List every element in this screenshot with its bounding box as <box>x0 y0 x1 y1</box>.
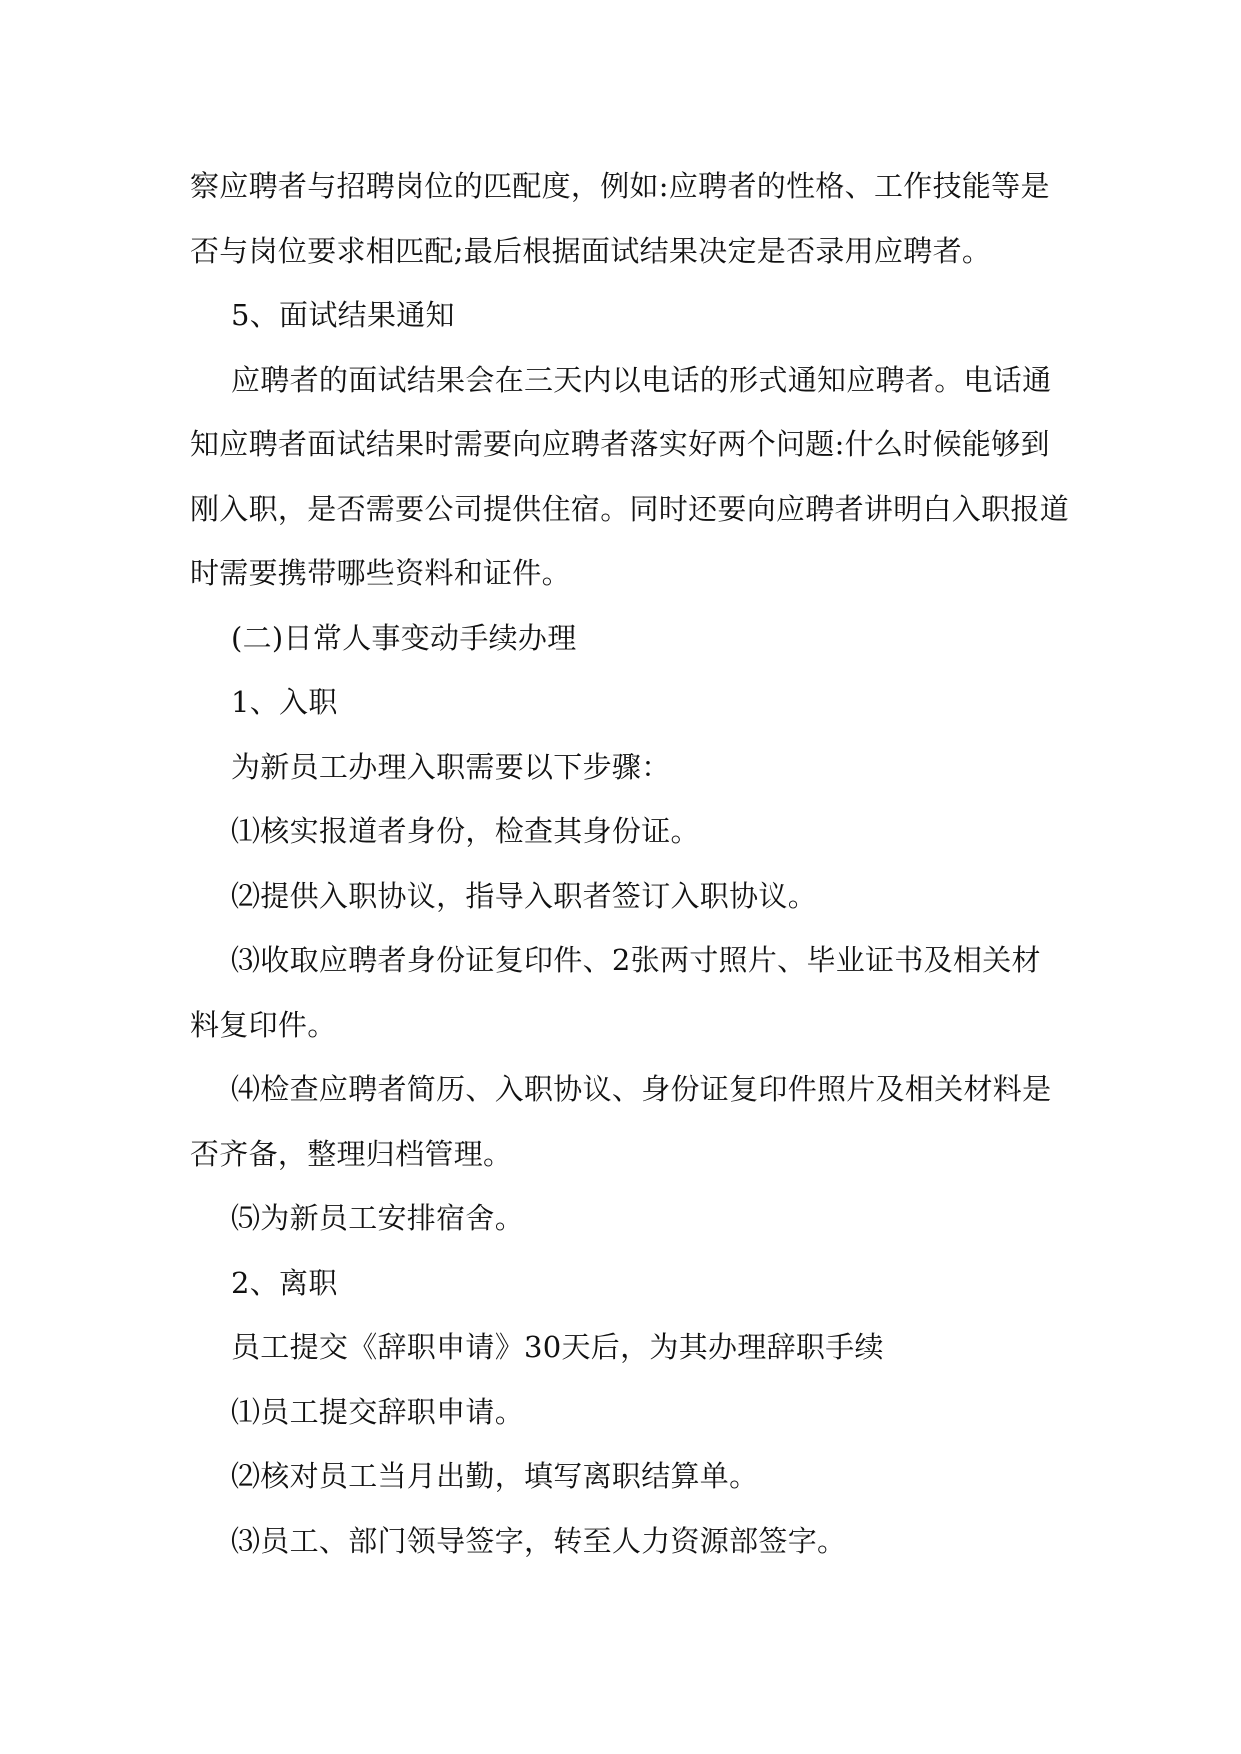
paragraph-interview-notification: 应聘者的面试结果会在三天内以电话的形式通知应聘者。电话通知应聘者面试结果时需要向应聘者落实好两个问题:什么时候能够到刚入职，是否需要公司提供住宿。同时还要向应聘者讲明白入职报道时需要携带哪些资料和证件。 <box>190 362 1070 590</box>
section-heading-interview-result: 5、面试结果通知 <box>231 298 455 332</box>
paragraph-1: 察应聘者与招聘岗位的匹配度，例如:应聘者的性格、工作技能等是否与岗位要求相匹配;最后根据面试结果决定是否录用应聘者。 <box>190 169 1050 268</box>
list-item-resignation-1: ⑴员工提交辞职申请。 <box>231 1394 525 1429</box>
list-item-onboarding-2: ⑵提供入职协议，指导入职者签订入职协议。 <box>231 878 818 913</box>
paragraph-onboarding-intro: 为新员工办理入职需要以下步骤： <box>231 749 671 784</box>
list-item-onboarding-3: ⑶收取应聘者身份证复印件、2张两寸照片、毕业证书及相关材料复印件。 <box>190 943 1041 1042</box>
paragraph-resignation-intro: 员工提交《辞职申请》30天后，为其办理辞职手续 <box>231 1330 884 1364</box>
document-body <box>190 154 1070 1573</box>
subsection-heading-resignation: 2、离职 <box>231 1265 338 1300</box>
list-item-onboarding-1: ⑴核实报道者身份，检查其身份证。 <box>231 814 700 848</box>
list-item-onboarding-4: ⑷检查应聘者简历、入职协议、身份证复印件照片及相关材料是否齐备，整理归档管理。 <box>190 1072 1052 1171</box>
subsection-heading-onboarding: 1、入职 <box>231 685 338 719</box>
list-item-resignation-3: ⑶员工、部门领导签字，转至人力资源部签字。 <box>231 1523 847 1558</box>
list-item-resignation-2: ⑵核对员工当月出勤，填写离职结算单。 <box>231 1459 759 1493</box>
section-heading-personnel-changes: (二)日常人事变动手续办理 <box>231 620 577 655</box>
list-item-onboarding-5: ⑸为新员工安排宿舍。 <box>231 1201 525 1235</box>
